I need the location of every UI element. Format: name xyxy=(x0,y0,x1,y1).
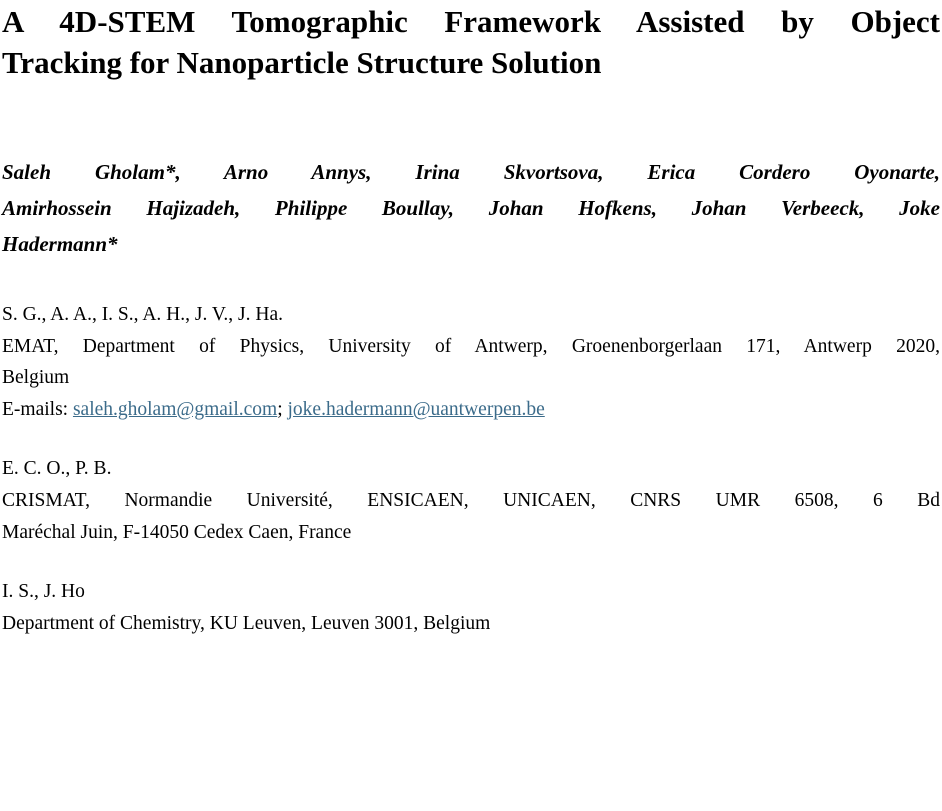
affiliation-2-address-line-2: Maréchal Juin, F-14050 Cedex Caen, France xyxy=(2,521,352,543)
affiliation-block-3 xyxy=(2,576,940,639)
email-link-1[interactable]: saleh.gholam@gmail.com xyxy=(72,398,278,420)
spacer-after-affiliation-2 xyxy=(2,548,940,576)
email-link-2[interactable]: joke.hadermann@uantwerpen.be xyxy=(287,398,545,420)
page-title xyxy=(2,0,940,84)
affiliation-1-address-line-2: Belgium xyxy=(2,367,70,389)
author-line-1: Saleh Gholam*, Arno Annys, Irina Skvortsova, Erica Cordero Oyonarte, xyxy=(2,159,940,184)
title-line-2: Tracking for Nanoparticle Structure Solution xyxy=(2,44,602,80)
affiliation-1-emails xyxy=(2,394,940,426)
affiliation-1-initials: S. G., A. A., I. S., A. H., J. V., J. Ha. xyxy=(2,304,283,326)
title-line-1: A 4D-STEM Tomographic Framework Assisted by Object xyxy=(2,4,940,39)
spacer-after-authors xyxy=(2,262,940,299)
affiliation-1-address-line-1: EMAT, Department of Physics, University of Antwerp, Groenenborgerlaan 171, Antwerp 2020, xyxy=(2,335,940,357)
affiliation-2-address-line-1: CRISMAT, Normandie Université, ENSICAEN, UNICAEN, CNRS UMR 6508, 6 Bd xyxy=(2,490,940,512)
affiliation-2-initials: E. C. O., P. B. xyxy=(2,458,112,480)
author-list xyxy=(2,84,940,262)
affiliation-3-address-line-1: Department of Chemistry, KU Leuven, Leuven 3001, Belgium xyxy=(2,612,491,634)
affiliation-block-1 xyxy=(2,299,940,425)
spacer-after-affiliation-1 xyxy=(2,425,940,453)
email-label: E-mails: xyxy=(2,398,69,420)
affiliation-block-2 xyxy=(2,453,940,548)
email-separator: ; xyxy=(277,398,283,420)
author-line-3: Hadermann* xyxy=(2,232,118,257)
author-line-2: Amirhossein Hajizadeh, Philippe Boullay, Johan Hofkens, Johan Verbeeck, Joke xyxy=(2,195,940,220)
affiliation-3-initials: I. S., J. Ho xyxy=(2,581,85,603)
